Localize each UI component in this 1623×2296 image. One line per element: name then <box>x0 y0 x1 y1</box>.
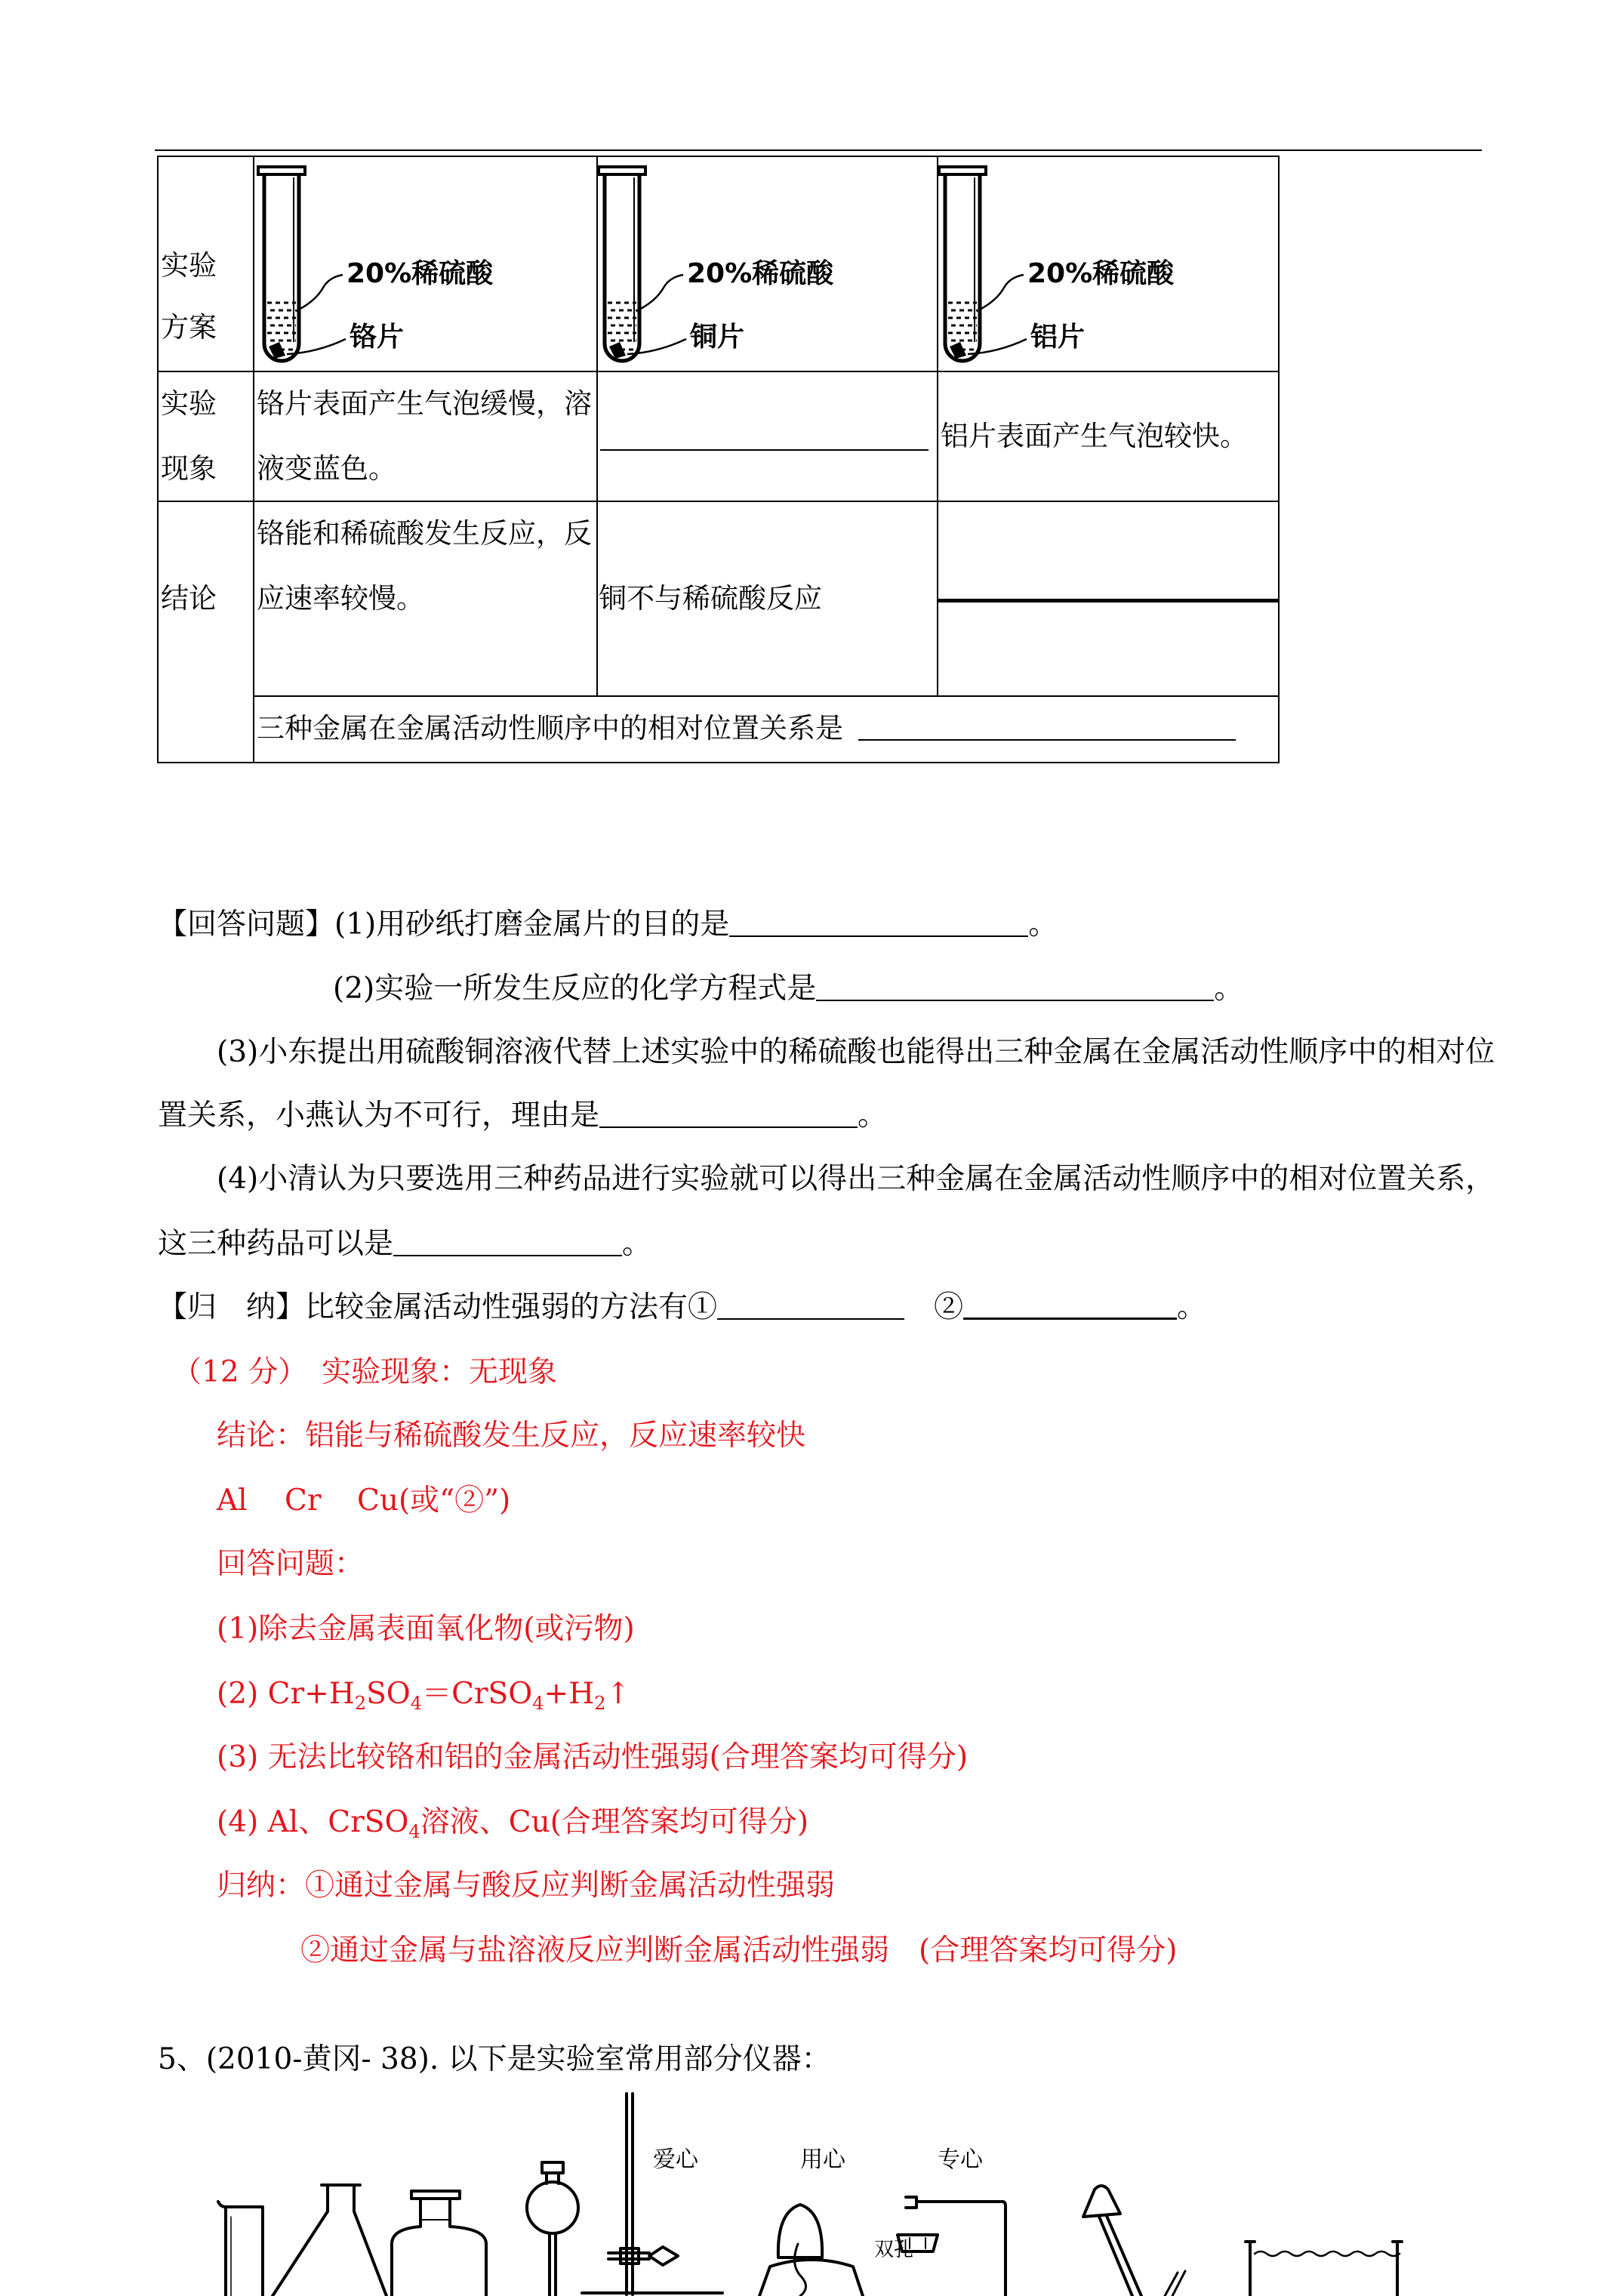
row-label-conclusion: 结论 <box>161 582 217 615</box>
summary-question-text: 【归 纳】比较金属活动性强弱的方法有① <box>158 1290 718 1324</box>
reagent-bottle-icon <box>392 2191 486 2296</box>
question-2-blank <box>816 969 1214 1001</box>
equation-subscript: 4 <box>532 1693 544 1714</box>
conclusion-aluminium-blank <box>938 599 1278 603</box>
question-2-end: 。 <box>1214 972 1244 1006</box>
summary-question <box>158 1285 1206 1330</box>
conical-flask-icon <box>273 2185 387 2296</box>
tube-2-acid-label: 20%稀硫酸 <box>687 258 834 289</box>
stopper-label: 双孔 <box>874 2239 914 2261</box>
lab-apparatus-figure <box>0 2069 1623 2296</box>
alcohol-lamp-icon <box>759 2205 863 2296</box>
answer-order-1: Al <box>217 1484 248 1518</box>
question-1-text: 【回答问题】(1)用砂纸打磨金属片的目的是 <box>158 908 730 942</box>
iron-stand-icon <box>582 2094 722 2294</box>
test-tube-chromium-icon <box>254 156 352 371</box>
question-3-line2 <box>158 1093 887 1139</box>
answer-summary-2: ②通过金属与盐溶液反应判断金属活动性强弱 (合理答案均可得分) <box>300 1934 1178 1968</box>
row-label-phenomenon-line2: 现象 <box>161 452 217 485</box>
question-4-text: 这三种药品可以是 <box>158 1227 394 1261</box>
answer-conclusion: 结论：铝能与稀硫酸发生反应，反应速率较快 <box>217 1419 806 1453</box>
question-4-blank <box>393 1225 622 1256</box>
equation-part: +H <box>544 1677 595 1711</box>
table-border <box>253 695 1280 697</box>
question-3-end: 。 <box>858 1099 888 1133</box>
answer-phenomenon: 实验现象：无现象 <box>322 1355 558 1389</box>
equation-part: (2) Cr+H <box>217 1677 355 1711</box>
question-1-blank <box>729 905 1028 937</box>
question-3-blank <box>599 1096 858 1128</box>
answer-heading: 回答问题： <box>217 1547 365 1581</box>
watermark-text: 用心 <box>800 2147 845 2173</box>
tube-2-metal-label: 铜片 <box>690 322 745 353</box>
phenomenon-chromium-line2: 液变蓝色。 <box>257 452 396 485</box>
phenomenon-aluminium: 铝片表面产生气泡较快。 <box>941 420 1248 452</box>
phenomenon-copper-blank <box>600 449 929 451</box>
table-border <box>157 501 1280 502</box>
question-4-line1: (4)小清认为只要选用三种药品进行实验就可以得出三种金属在金属活动性顺序中的相对位置关系， <box>217 1162 1495 1196</box>
question-1-end: 。 <box>1028 908 1058 942</box>
graduated-cylinder-icon <box>218 2202 263 2296</box>
test-tube-brush-icon <box>1165 2271 1185 2296</box>
conclusion-chromium-line1: 铬能和稀硫酸发生反应，反 <box>257 517 592 550</box>
tube-3-acid-label: 20%稀硫酸 <box>1027 258 1175 289</box>
table-border <box>1278 156 1280 763</box>
bent-glass-tube-icon <box>906 2197 1006 2296</box>
question-1 <box>158 902 1058 948</box>
answer-order-3: Cu(或“②”) <box>357 1484 511 1518</box>
equation-subscript: 4 <box>410 1693 423 1714</box>
question-2 <box>333 966 1243 1012</box>
equation-arrow: ↑ <box>605 1677 631 1711</box>
water-trough-icon <box>1246 2242 1402 2296</box>
equation-part: ＝CrSO <box>422 1677 533 1711</box>
answer-order-2: Cr <box>285 1484 322 1518</box>
test-tube-aluminium-icon <box>935 156 1033 371</box>
conclusion-chromium-line2: 应速率较慢。 <box>257 582 424 615</box>
table-border <box>157 762 1280 763</box>
test-tube-copper-icon <box>594 156 692 371</box>
summary-row-blank <box>858 709 1236 741</box>
answer-summary-1: 归纳：①通过金属与酸反应判断金属活动性强弱 <box>217 1869 836 1903</box>
watermark-text: 专心 <box>938 2147 983 2173</box>
equation-part: SO <box>366 1677 411 1711</box>
answer-4 <box>217 1800 808 1845</box>
table-border <box>157 156 159 763</box>
question-4-line2 <box>158 1222 651 1267</box>
header-rule <box>155 149 1482 151</box>
conclusion-copper: 铜不与稀硫酸反应 <box>599 582 822 615</box>
summary-question-end: 。 <box>1177 1290 1207 1324</box>
question-2-text: (2)实验一所发生反应的化学方程式是 <box>333 972 817 1006</box>
phenomenon-chromium-line1: 铬片表面产生气泡缓慢，溶 <box>257 387 592 420</box>
tube-1-acid-label: 20%稀硫酸 <box>346 258 494 289</box>
answer-4-part: 溶液、Cu(合理答案均可得分) <box>420 1805 809 1839</box>
round-flask-icon <box>527 2162 578 2296</box>
tube-3-metal-label: 铝片 <box>1030 322 1086 353</box>
answer-2-equation <box>217 1672 630 1717</box>
tube-1-metal-label: 铬片 <box>350 322 405 353</box>
question-3-text: 置关系，小燕认为不可行，理由是 <box>158 1099 600 1133</box>
equation-subscript: 2 <box>354 1693 367 1714</box>
summary-question-mid: ② <box>904 1290 964 1324</box>
summary-row-text: 三种金属在金属活动性顺序中的相对位置关系是 <box>257 712 843 744</box>
row-label-plan-line1: 实验 <box>161 249 217 282</box>
row-label-plan-line2: 方案 <box>161 311 217 344</box>
answer-4-part: (4) Al、CrSO <box>217 1805 409 1839</box>
watermark-text: 爱心 <box>653 2147 698 2173</box>
summary-row <box>257 706 1236 751</box>
answer-score: （12 分） <box>172 1355 308 1389</box>
row-label-phenomenon-line1: 实验 <box>161 387 217 420</box>
question-4-end: 。 <box>622 1227 652 1261</box>
long-stem-funnel-icon <box>1083 2186 1141 2296</box>
question-3-line1: (3)小东提出用硫酸铜溶液代替上述实验中的稀硫酸也能得出三种金属在金属活动性顺序中的相对位 <box>217 1035 1495 1069</box>
equation-subscript: 2 <box>594 1693 606 1714</box>
answer-4-subscript: 4 <box>408 1821 420 1842</box>
summary-blank-1 <box>717 1288 904 1320</box>
question-5-heading: 5、(2010-黄冈- 38). 以下是实验室常用部分仪器： <box>158 2042 831 2076</box>
summary-blank-2 <box>963 1287 1177 1320</box>
answer-1: (1)除去金属表面氧化物(或污物) <box>217 1612 635 1646</box>
answer-3: (3) 无法比较铬和铝的金属活动性强弱(合理答案均可得分) <box>217 1740 969 1774</box>
